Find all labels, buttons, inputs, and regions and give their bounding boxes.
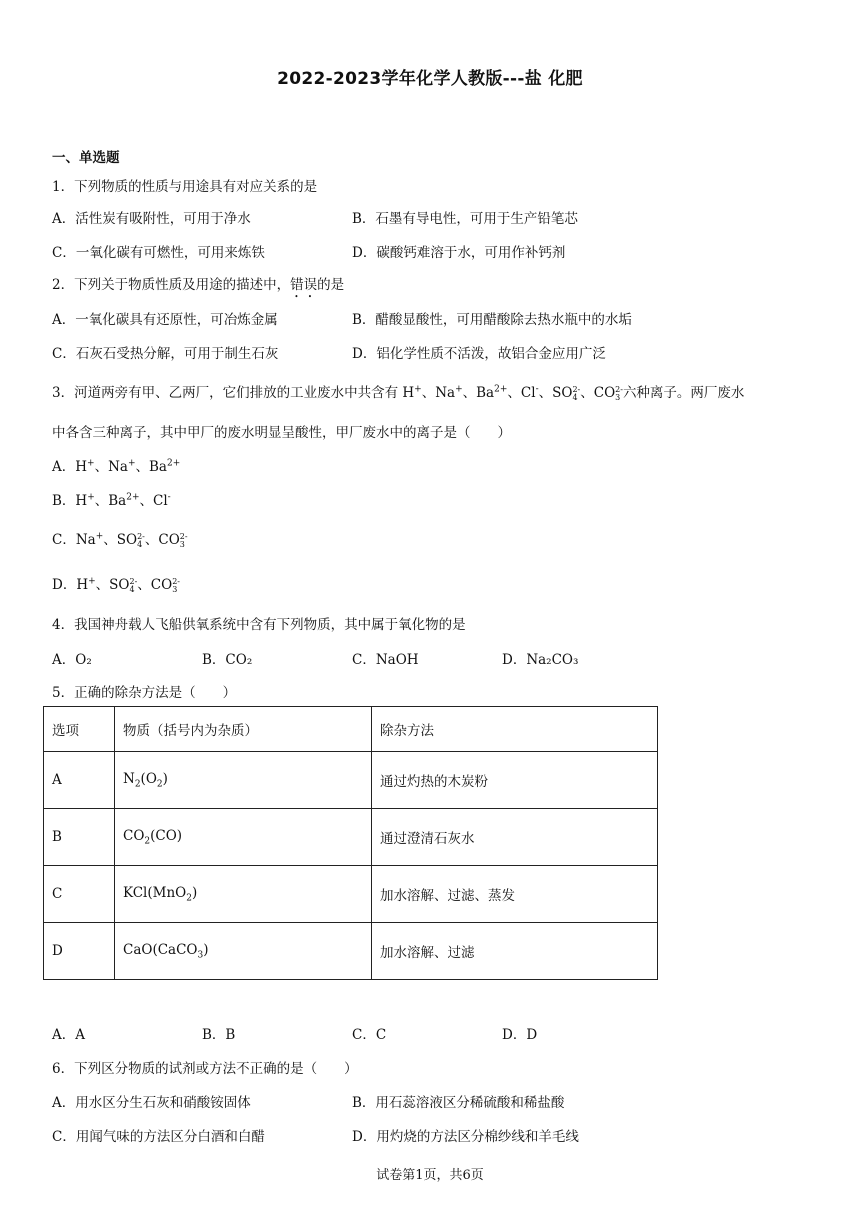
q5-option-d: D．D (502, 1027, 538, 1043)
q3-option-b: B．H+、$Ba^{2+}$、Cl- (52, 492, 171, 509)
q2-stem-emphasis: 错误 (290, 277, 318, 293)
q3-stem-post: 六种离子。两厂废水 (622, 385, 745, 401)
q2-stem-post: 的是 (317, 277, 345, 293)
table-cell-substance: CaO(CaCO$_3$) (115, 923, 372, 980)
table-cell-option: B (44, 809, 115, 866)
q2-stem (52, 273, 344, 301)
table-cell-substance: KCl(MnO$_2$) (115, 866, 372, 923)
table-header-cell: 物质（括号内为杂质） (115, 707, 372, 752)
q6-option-b: B．用石蕊溶液区分稀硫酸和稀盐酸 (352, 1095, 565, 1111)
table-cell-option: C (44, 866, 115, 923)
q1-option-a: A．活性炭有吸附性，可用于净水 (52, 211, 251, 227)
q2-stem-pre: 2．下列关于物质性质及用途的描述中， (52, 277, 291, 293)
purification-table (43, 706, 658, 980)
q3-stem-line1 (52, 381, 744, 402)
q6-option-c: C．用闻气味的方法区分白酒和白醋 (52, 1129, 265, 1145)
table-cell-option: D (44, 923, 115, 980)
q4-option-d: D．Na₂CO₃ (502, 652, 579, 668)
q2-option-a: A．一氧化碳具有还原性，可冶炼金属 (52, 312, 278, 328)
table-row (44, 866, 658, 923)
table-header-cell: 选项 (44, 707, 115, 752)
q5-stem: 5．正确的除杂方法是（ ） (52, 685, 237, 701)
q4-option-a: A．O₂ (52, 652, 92, 668)
page-title: 2022-2023学年化学人教版---盐 化肥 (277, 69, 583, 89)
q6-option-a: A．用水区分生石灰和硝酸铵固体 (52, 1095, 251, 1111)
q1-option-d: D．碳酸钙难溶于水，可用作补钙剂 (352, 245, 566, 261)
table-cell-method: 加水溶解、过滤 (372, 923, 658, 980)
q3-option-d: D．H+、SO2- 4 、CO2- 3 (52, 576, 180, 594)
table-cell-method: 通过澄清石灰水 (372, 809, 658, 866)
table-cell-substance: $CO_2(CO)$ (115, 809, 372, 866)
table-cell-method: 通过灼热的木炭粉 (372, 752, 658, 809)
q1-option-c: C．一氧化碳有可燃性，可用来炼铁 (52, 245, 265, 261)
q4-option-b: B．CO₂ (202, 652, 253, 668)
q5-option-c: C．C (352, 1027, 387, 1043)
table-cell-option: A (44, 752, 115, 809)
q2-option-b: B．醋酸显酸性，可用醋酸除去热水瓶中的水垢 (352, 312, 632, 328)
q5-option-a: A．A (52, 1027, 85, 1043)
table-row (44, 809, 658, 866)
q4-option-c: C．NaOH (352, 652, 419, 668)
page-footer: 试卷第1页，共6页 (376, 1168, 484, 1183)
q1-stem: 1．下列物质的性质与用途具有对应关系的是 (52, 179, 318, 195)
table-row (44, 752, 658, 809)
q1-option-b: B．石墨有导电性，可用于生产铅笔芯 (352, 211, 578, 227)
q4-stem: 4．我国神舟载人飞船供氧系统中含有下列物质，其中属于氧化物的是 (52, 617, 466, 633)
table-header-cell: 除杂方法 (372, 707, 658, 752)
q3-option-c: C．Na+、SO2- 4 、CO2- 3 (52, 531, 188, 549)
section-heading: 一、单选题 (52, 150, 120, 166)
table-header-row (44, 707, 658, 752)
table-cell-method: 加水溶解、过滤、蒸发 (372, 866, 658, 923)
q3-stem-pre: 3．河道两旁有甲、乙两厂，它们排放的工业废水中共含有 (52, 385, 399, 401)
q2-option-c: C．石灰石受热分解，可用于制生石灰 (52, 346, 279, 362)
q3-option-a: A．H+、Na+、$Ba^{2+}$ (52, 458, 181, 475)
q2-option-d: D．铝化学性质不活泼，故铝合金应用广泛 (352, 346, 606, 362)
q5-option-b: B．B (202, 1027, 236, 1043)
q6-stem: 6．下列区分物质的试剂或方法不正确的是（ ） (52, 1061, 358, 1077)
q3-ion-list: H+、Na+、$Ba^{2+}$、Cl-、SO2- 4 、CO2- 3 (402, 384, 623, 402)
table-row (44, 923, 658, 980)
q3-stem-line2: 中各含三种离子，其中甲厂的废水明显呈酸性，甲厂废水中的离子是（ ） (52, 425, 511, 441)
table-cell-substance: $N_2(O_2)$ (115, 752, 372, 809)
q6-option-d: D．用灼烧的方法区分棉纱线和羊毛线 (352, 1129, 579, 1145)
